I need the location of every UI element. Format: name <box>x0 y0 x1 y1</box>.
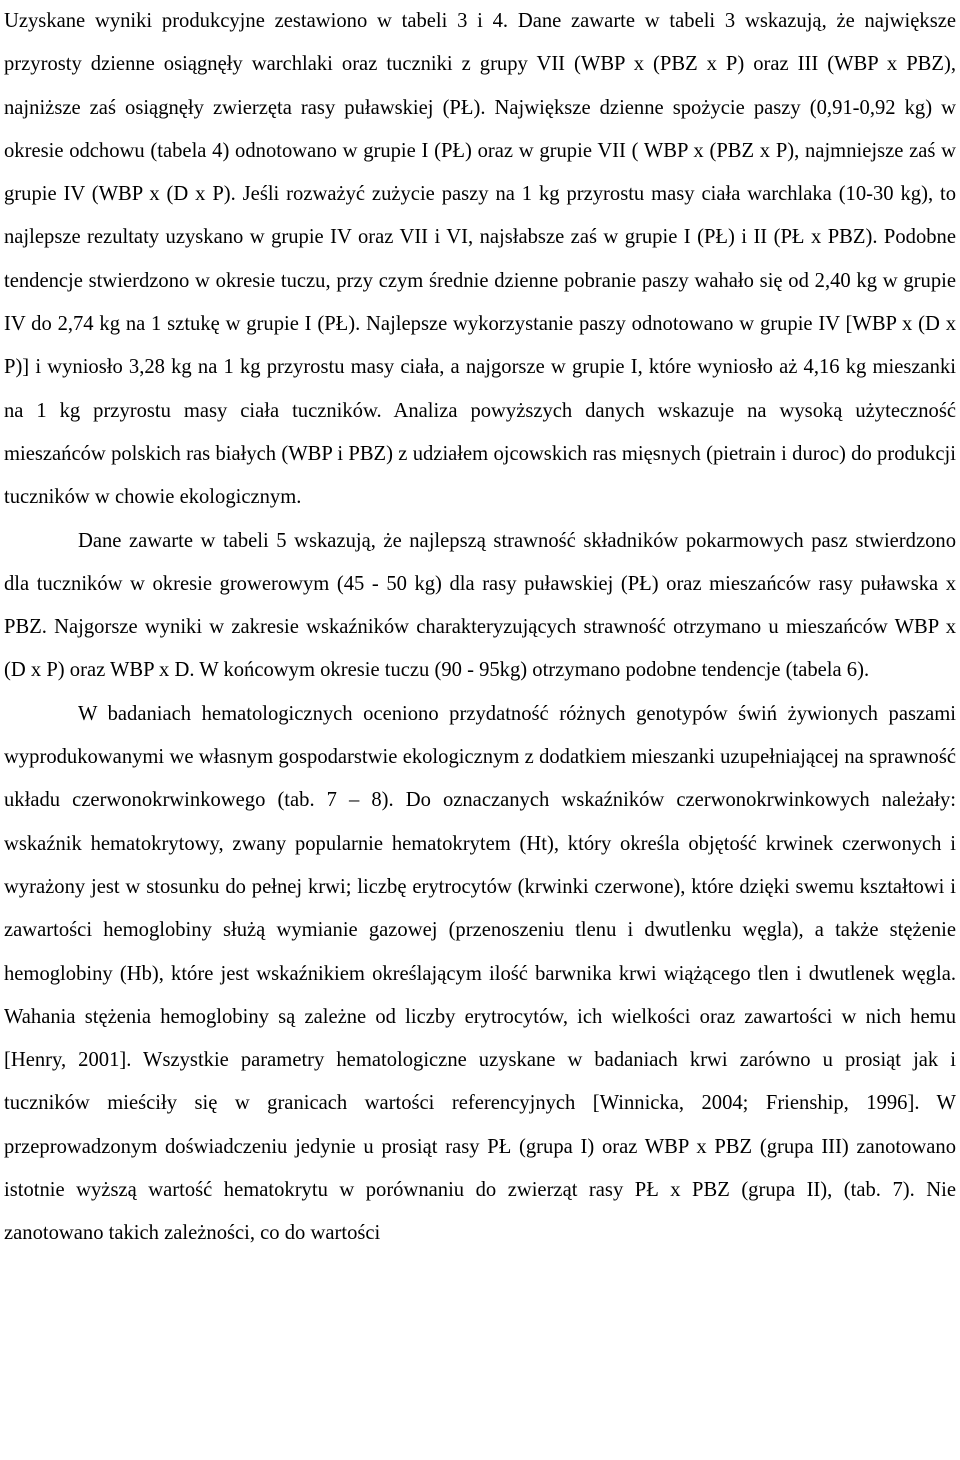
paragraph-hematology: W badaniach hematologicznych oceniono przydatność różnych genotypów świń żywionych paszami wyprodukowanymi we własnym gospodarstwie ekologicznym z dodatkiem mieszanki uzupełniającej na sprawność układu czerwonokrwinkowego (tab. 7 – 8). Do oznaczanych wskaźników czerwonokrwinkowych należały: wskaźnik hematokrytowy, zwany popularnie hematokrytem (Ht), który określa objętość krwinek czerwonych i wyrażony jest w stosunku do pełnej krwi; liczbę erytrocytów (krwinki czerwone), które dzięki swemu kształtowi i zawartości hemoglobiny służą wymianie gazowej (przenoszeniu tlenu i dwutlenku węgla), a także stężenie hemoglobiny (Hb), które jest wskaźnikiem określającym ilość barwnika krwi wiążącego tlen i dwutlenek węgla. Wahania stężenia hemoglobiny są zależne od liczby erytrocytów, ich wielkości oraz zawartości w nich hemu [Henry, 2001]. Wszystkie parametry hematologiczne uzyskane w badaniach krwi zarówno u prosiąt jak i tuczników mieściły się w granicach wartości referencyjnych [Winnicka, 2004; Frienship, 1996]. W przeprowadzonym doświadczeniu jedynie u prosiąt rasy PŁ (grupa I) oraz WBP x PBZ (grupa III) zanotowano istotnie wyższą wartość hematokrytu w porównaniu do zwierząt rasy PŁ x PBZ (grupa II), (tab. 7). Nie zanotowano takich zależności, co do wartości <box>4 702 956 1245</box>
document-page <box>4 0 956 1256</box>
paragraph-digestibility: Dane zawarte w tabeli 5 wskazują, że najlepszą strawność składników pokarmowych pasz stwierdzono dla tuczników w okresie growerowym (45 - 50 kg) dla rasy puławskiej (PŁ) oraz mieszańców rasy puławska x PBZ. Najgorsze wyniki w zakresie wskaźników charakteryzujących strawność otrzymano u mieszańców WBP x (D x P) oraz WBP x D. W końcowym okresie tuczu (90 - 95kg) otrzymano podobne tendencje (tabela 6). <box>4 529 956 682</box>
paragraph-production-results: Uzyskane wyniki produkcyjne zestawiono w tabeli 3 i 4. Dane zawarte w tabeli 3 wskazują, że największe przyrosty dzienne osiągnęły warchlaki oraz tuczniki z grupy VII (WBP x (PBZ x P) oraz III (WBP x PBZ), najniższe zaś osiągnęły zwierzęta rasy puławskiej (PŁ). Największe dzienne spożycie paszy (0,91-0,92 kg) w okresie odchowu (tabela 4) odnotowano w grupie I (PŁ) oraz w grupie VII ( WBP x (PBZ x P), najmniejsze zaś w grupie IV (WBP x (D x P). Jeśli rozważyć zużycie paszy na 1 kg przyrostu masy ciała warchlaka (10-30 kg), to najlepsze rezultaty uzyskano w grupie IV oraz VII i VI, najsłabsze zaś w grupie I (PŁ) i II (PŁ x PBZ). Podobne tendencje stwierdzono w okresie tuczu, przy czym średnie dzienne pobranie paszy wahało się od 2,40 kg w grupie IV do 2,74 kg na 1 sztukę w grupie I (PŁ). Najlepsze wykorzystanie paszy odnotowano w grupie IV [WBP x (D x P)] i wyniosło 3,28 kg na 1 kg przyrostu masy ciała, a najgorsze w grupie I, które wyniosło aż 4,16 kg mieszanki na 1 kg przyrostu masy ciała tuczników. Analiza powyższych danych wskazuje na wysoką użyteczność mieszańców polskich ras białych (WBP i PBZ) z udziałem ojcowskich ras mięsnych (pietrain i duroc) do produkcji tuczników w chowie ekologicznym. <box>4 10 956 509</box>
